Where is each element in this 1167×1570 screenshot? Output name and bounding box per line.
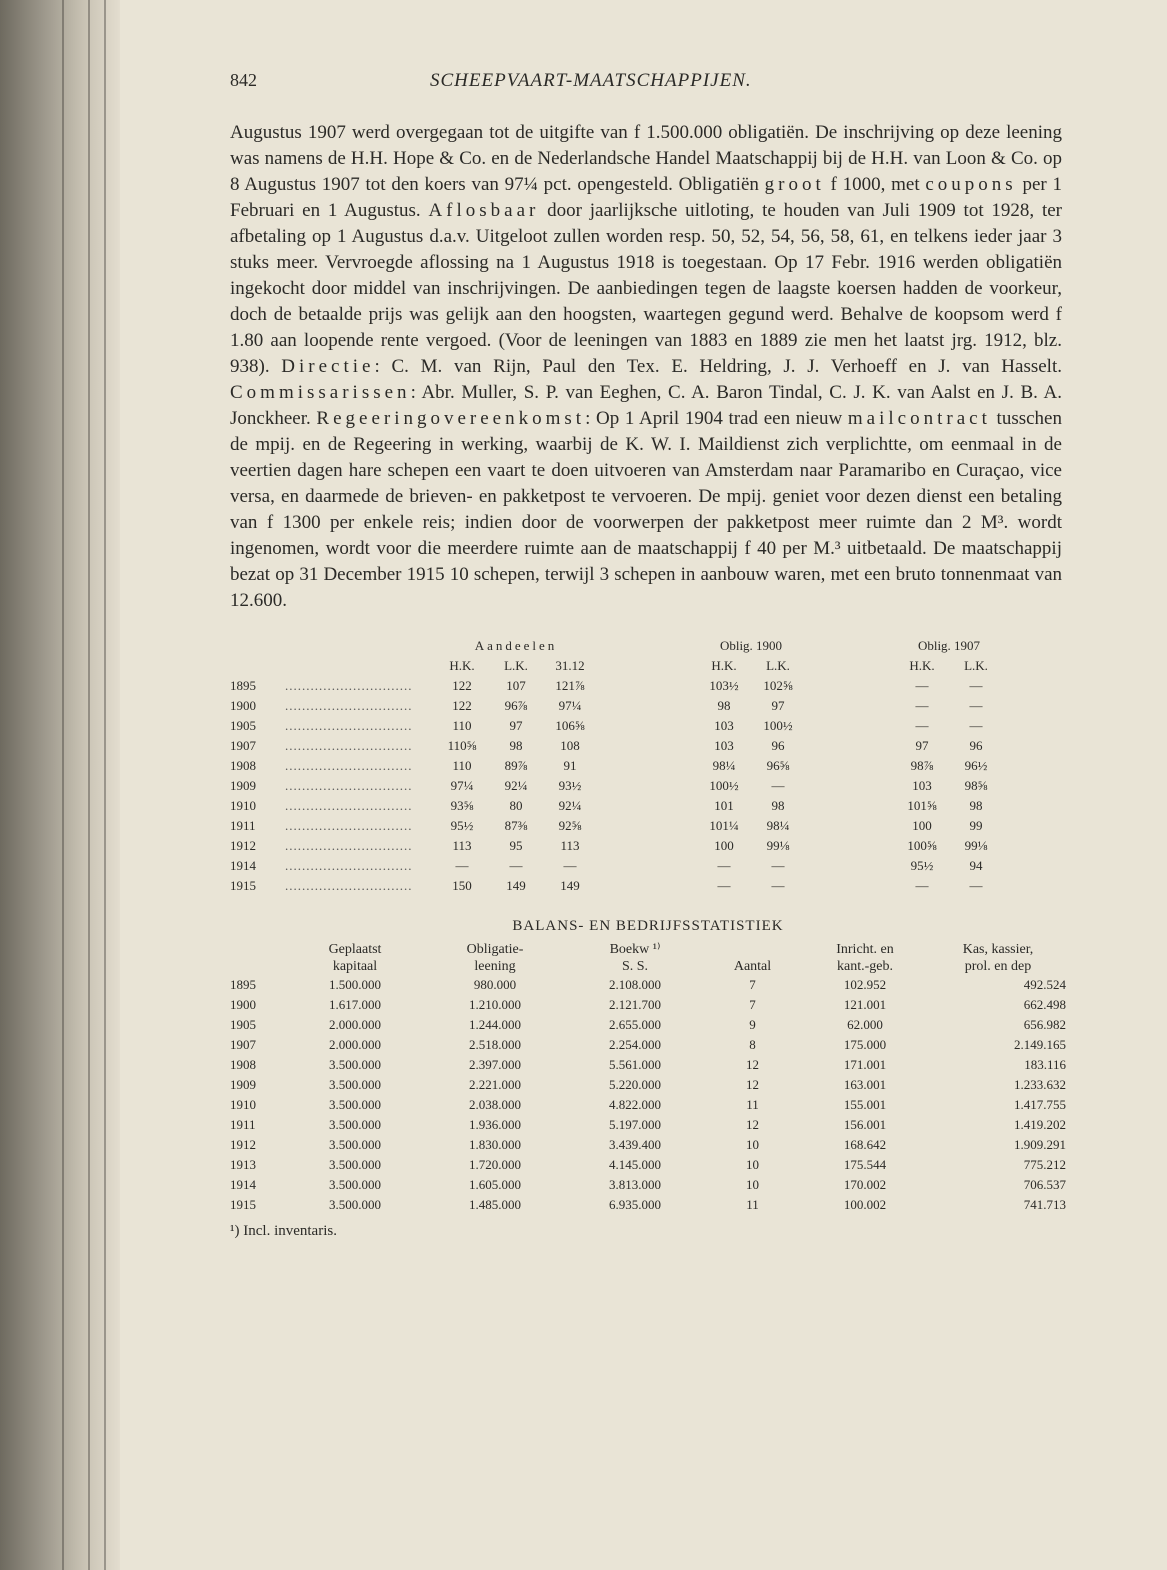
table-cell: 3.500.000: [329, 1057, 381, 1072]
table-cell: 741.713: [1023, 1197, 1066, 1212]
table-cell: 1905: [230, 718, 256, 733]
balance-table-title: BALANS- EN BEDRIJFSSTATISTIEK: [512, 918, 784, 934]
table-row: [230, 876, 1066, 896]
running-head: [230, 70, 1066, 110]
sub-3112: 31.12: [555, 658, 585, 673]
table-cell: 99⅛: [766, 838, 790, 853]
group-aandeelen: Aandeelen: [474, 638, 558, 653]
table-cell: 97¼: [558, 698, 582, 713]
table-cell: 100: [912, 818, 932, 833]
table-cell: 103: [912, 778, 932, 793]
table-cell: 97: [771, 698, 785, 713]
table-row: [230, 1135, 1066, 1155]
spaced-term: Regeeringovereenkomst: [316, 408, 586, 429]
table-cell: —: [969, 698, 983, 713]
sub-hk: H.K.: [711, 658, 737, 673]
table-cell: 9: [749, 1017, 756, 1032]
table-cell: —: [969, 718, 983, 733]
table-cell: 98¼: [766, 818, 790, 833]
table-row: [230, 975, 1066, 995]
table-cell: —: [771, 778, 785, 793]
spaced-term: coupons: [925, 174, 1017, 195]
table-cell: 10: [746, 1137, 759, 1152]
table-row: [230, 1175, 1066, 1195]
table-cell: 1911: [230, 818, 256, 833]
table-cell: 3.500.000: [329, 1117, 381, 1132]
table-cell: 1900: [230, 997, 256, 1012]
table-row: [230, 1055, 1066, 1075]
table-cell: 492.524: [1023, 977, 1066, 992]
table-cell: 1908: [230, 1057, 256, 1072]
table-cell: 122: [452, 678, 472, 693]
table-cell: 103: [714, 718, 734, 733]
table-cell: 110: [452, 758, 472, 773]
table-cell: 96⅝: [766, 758, 790, 773]
table-cell: 121⅞: [555, 678, 585, 693]
table-cell: 102.952: [843, 977, 887, 992]
table-row: [230, 1015, 1066, 1035]
table-cell: —: [509, 858, 523, 873]
page-title: SCHEEPVAART-MAATSCHAPPIJEN.: [430, 70, 752, 91]
table-row: [230, 796, 1066, 816]
table-cell: 12: [746, 1057, 759, 1072]
table-cell: 101⅝: [907, 798, 937, 813]
table-cell: 1.417.755: [1014, 1097, 1066, 1112]
table-cell: 1.936.000: [469, 1117, 521, 1132]
table-cell: 95: [509, 838, 523, 853]
table-cell: 10: [746, 1177, 759, 1192]
table-cell: ..............................: [285, 738, 413, 753]
table-cell: 100: [714, 838, 734, 853]
table-cell: 12: [746, 1077, 759, 1092]
table-cell: 121.001: [843, 997, 887, 1012]
table-cell: 98: [509, 738, 523, 753]
table-cell: 3.813.000: [609, 1177, 661, 1192]
table-row: [230, 676, 1066, 696]
table-cell: 171.001: [843, 1057, 887, 1072]
table-cell: 662.498: [1023, 997, 1066, 1012]
table-cell: 99⅛: [964, 838, 988, 853]
table-cell: 96½: [964, 758, 988, 773]
table-row: [230, 856, 1066, 876]
table-cell: 1912: [230, 1137, 256, 1152]
table-cell: 101: [714, 798, 734, 813]
table-row: [230, 836, 1066, 856]
table-cell: 6.935.000: [609, 1197, 661, 1212]
table-cell: —: [915, 878, 929, 893]
table-cell: 98¼: [712, 758, 736, 773]
table-cell: 96: [771, 738, 785, 753]
table-cell: 170.002: [843, 1177, 887, 1192]
header-aantal: Aantal: [733, 959, 772, 974]
table-cell: 1910: [230, 1097, 256, 1112]
header-obligatie: Obligatie- leening: [466, 942, 524, 974]
table-cell: 98: [969, 798, 983, 813]
table-cell: 95½: [450, 818, 474, 833]
table-cell: 98: [717, 698, 731, 713]
table-cell: ..............................: [285, 858, 413, 873]
book-spine: [0, 0, 120, 1570]
table-cell: 106⅝: [555, 718, 585, 733]
table-cell: ..............................: [285, 718, 413, 733]
table-cell: —: [563, 858, 577, 873]
table-cell: 1914: [230, 858, 256, 873]
table-cell: 122: [452, 698, 472, 713]
table-cell: 3.500.000: [329, 1177, 381, 1192]
header-boekwaarde: Boekw ¹⁾ S. S.: [609, 942, 661, 974]
table-cell: —: [717, 858, 731, 873]
footnote: ¹) Incl. inventaris.: [230, 1223, 337, 1239]
table-cell: ..............................: [285, 798, 413, 813]
table-cell: 94: [969, 858, 983, 873]
table-cell: 156.001: [843, 1117, 887, 1132]
table-cell: 1915: [230, 878, 256, 893]
table-cell: ..............................: [285, 758, 413, 773]
table-cell: 100½: [763, 718, 793, 733]
text-run: : Op 1 April 1904 trad een nieuw: [585, 408, 848, 429]
table-cell: 1.830.000: [469, 1137, 521, 1152]
table-cell: 100.002: [843, 1197, 887, 1212]
table-cell: 103½: [709, 678, 739, 693]
table-cell: 98⅞: [910, 758, 934, 773]
table-cell: 3.500.000: [329, 1097, 381, 1112]
table-cell: 1.909.291: [1014, 1137, 1066, 1152]
table-cell: 3.500.000: [329, 1197, 381, 1212]
table-cell: 1.485.000: [469, 1197, 521, 1212]
table-cell: 93⅝: [450, 798, 474, 813]
table-cell: 1907: [230, 738, 256, 753]
table-cell: 96: [969, 738, 983, 753]
table-cell: 108: [560, 738, 580, 753]
sub-lk: L.K.: [964, 658, 988, 673]
table-cell: 62.000: [847, 1017, 883, 1032]
table-cell: 1.720.000: [469, 1157, 521, 1172]
text-run: tusschen de mpij. en de Regeering in werking, waarbij de K. W. I. Maildienst zich verplichtte, om eenmaal in de veertien dagen hare schepen een vaart te doen uitvoeren van Amsterdam naar Paramaribo en Curaçao, vice versa, en daarmede de brieven- en pakketpost te vervoeren. De mpij. geniet voor dezen dienst een betaling van f 1300 per enkele reis; indien door de voorwerpen der pakketpost meer ruimte dan 2 M³. wordt ingenomen, wordt voor die meerdere ruimte aan de maatschappij f 40 per M.³ uitbetaald. De maatschappij bezat op 31 December 1915 10 schepen, terwijl 3 schepen in aanbouw waren, met een bruto tonnenmaat van 12.600.: [230, 408, 1062, 611]
table-cell: 163.001: [843, 1077, 887, 1092]
table-cell: 113: [560, 838, 580, 853]
balance-table-header: [230, 941, 1066, 975]
table-row: [230, 1195, 1066, 1215]
table-cell: 92¼: [504, 778, 528, 793]
table-cell: 7: [749, 997, 756, 1012]
table-cell: ..............................: [285, 678, 413, 693]
table-cell: 2.254.000: [609, 1037, 661, 1052]
header-kapitaal: Geplaatst kapitaal: [328, 942, 382, 974]
sub-hk: H.K.: [909, 658, 935, 673]
table-cell: 5.197.000: [609, 1117, 661, 1132]
spaced-term: groot: [764, 174, 825, 195]
table-cell: 1912: [230, 838, 256, 853]
table-cell: 1914: [230, 1177, 256, 1192]
table-cell: 168.642: [843, 1137, 887, 1152]
table-cell: ..............................: [285, 818, 413, 833]
table-cell: 149: [560, 878, 580, 893]
price-table: [230, 636, 1066, 896]
table-cell: 2.000.000: [329, 1017, 381, 1032]
sub-lk: L.K.: [504, 658, 528, 673]
table-cell: 12: [746, 1117, 759, 1132]
table-cell: 2.655.000: [609, 1017, 661, 1032]
table-cell: 93½: [558, 778, 582, 793]
header-inrichting: Inricht. en kant.-geb.: [836, 942, 894, 974]
table-cell: 1905: [230, 1017, 256, 1032]
spaced-term: Commissarissen: [230, 382, 411, 403]
table-cell: —: [771, 858, 785, 873]
table-cell: 150: [452, 878, 472, 893]
table-cell: 96⅞: [504, 698, 528, 713]
table-cell: 97: [509, 718, 523, 733]
table-cell: 8: [749, 1037, 756, 1052]
table-cell: 183.116: [1024, 1057, 1066, 1072]
table-row: [230, 716, 1066, 736]
page-number: 842: [230, 70, 257, 90]
body-paragraph: [230, 120, 1062, 614]
table-cell: 5.220.000: [609, 1077, 661, 1092]
table-row: [230, 995, 1066, 1015]
table-cell: 1910: [230, 798, 256, 813]
table-row: [230, 1155, 1066, 1175]
table-row: [230, 736, 1066, 756]
table-cell: 101¼: [709, 818, 739, 833]
price-table-group-header: [230, 636, 1066, 656]
table-cell: 1911: [230, 1117, 256, 1132]
table-cell: 102⅝: [763, 678, 793, 693]
table-cell: 97: [915, 738, 929, 753]
table-cell: 1909: [230, 778, 256, 793]
table-cell: 11: [746, 1097, 759, 1112]
balance-table: [230, 918, 1066, 1240]
table-cell: 1915: [230, 1197, 256, 1212]
text-run: : Abr. Muller, S. P. van Eeghen, C. A. Baron Tindal, C. J. K. van Aalst en J. B. A. Jonckheer.: [230, 382, 1062, 429]
table-cell: 11: [746, 1197, 759, 1212]
table-cell: 2.038.000: [469, 1097, 521, 1112]
table-cell: ..............................: [285, 778, 413, 793]
table-cell: 98: [771, 798, 785, 813]
table-cell: 99: [969, 818, 983, 833]
table-cell: 1895: [230, 678, 256, 693]
table-cell: 1.617.000: [329, 997, 381, 1012]
table-cell: 3.500.000: [329, 1157, 381, 1172]
table-cell: ..............................: [285, 698, 413, 713]
table-cell: 1.500.000: [329, 977, 381, 992]
table-cell: 110: [452, 718, 472, 733]
table-cell: 980.000: [473, 977, 517, 992]
table-cell: 100½: [709, 778, 739, 793]
table-cell: 92¼: [558, 798, 582, 813]
table-cell: —: [771, 878, 785, 893]
table-row: [230, 776, 1066, 796]
group-oblig-1907: Oblig. 1907: [917, 638, 981, 653]
table-cell: —: [455, 858, 469, 873]
spaced-term: Aflosbaar: [428, 200, 540, 221]
table-cell: 103: [714, 738, 734, 753]
table-row: [230, 696, 1066, 716]
sub-hk: H.K.: [449, 658, 475, 673]
table-cell: 2.000.000: [329, 1037, 381, 1052]
table-cell: 4.822.000: [609, 1097, 661, 1112]
text-run: Augustus 1907 werd overgegaan tot de uitgifte van f 1.500.000 obligatiën. De inschrijving op deze leening was namens de H.H. Hope & Co. en de Nederlandsche Handel Maatschappij bij de H.H. van Loon & Co. op 8 Augustus 1907 tot den koers van 97¼ pct. opengesteld. Obligatiën: [230, 122, 1062, 195]
table-cell: ..............................: [285, 878, 413, 893]
table-cell: 1907: [230, 1037, 256, 1052]
table-cell: 1900: [230, 698, 256, 713]
price-table-body: [230, 676, 1066, 896]
table-cell: 3.500.000: [329, 1137, 381, 1152]
balance-table-body: [230, 975, 1066, 1215]
table-cell: 1895: [230, 977, 256, 992]
book-page: [230, 70, 1066, 1240]
table-cell: 98⅝: [964, 778, 988, 793]
table-cell: —: [915, 678, 929, 693]
table-cell: 1908: [230, 758, 256, 773]
table-cell: 2.121.700: [609, 997, 661, 1012]
table-row: [230, 756, 1066, 776]
table-cell: —: [915, 698, 929, 713]
table-cell: 2.397.000: [469, 1057, 521, 1072]
table-cell: 3.500.000: [329, 1077, 381, 1092]
table-cell: 1.244.000: [469, 1017, 521, 1032]
table-row: [230, 816, 1066, 836]
table-cell: 2.518.000: [469, 1037, 521, 1052]
table-cell: —: [717, 878, 731, 893]
table-cell: 1.233.632: [1014, 1077, 1066, 1092]
table-cell: 110⅝: [447, 738, 477, 753]
table-cell: 113: [452, 838, 472, 853]
table-cell: 1.605.000: [469, 1177, 521, 1192]
spaced-term: mailcontract: [847, 408, 991, 429]
text-run: per 1 Februari en 1 Augustus.: [230, 174, 1062, 221]
table-cell: ..............................: [285, 838, 413, 853]
text-run: door jaarlijksche uitloting, te houden van Juli 1909 tot 1928, ter afbetaling op 1 Augustus d.a.v. Uitgeloot zullen worden resp. 50, 52, 54, 56, 58, 61, en telkens ieder jaar 3 stuks meer. Vervroegde aflossing na 1 Augustus 1918 is toegestaan. Op 17 Febr. 1916 werden obligatiën ingekocht door middel van inschrijvingen. De aanbiedingen tegen de laagste koersen hadden de voorkeur, doch de betaalde prijs was gelijk aan den hoogsten, waartegen gegund werd. Behalve de koopsom werd f 1.80 aan loopende rente vergoed. (Voor de leeningen van 1883 en 1889 zie men het laatst jrg. 1912, blz. 938).: [230, 200, 1062, 377]
table-cell: 100⅝: [907, 838, 937, 853]
table-cell: 87⅜: [504, 818, 528, 833]
table-cell: 155.001: [843, 1097, 887, 1112]
table-cell: 175.544: [843, 1157, 887, 1172]
table-cell: 656.982: [1023, 1017, 1066, 1032]
table-cell: 4.145.000: [609, 1157, 661, 1172]
table-row: [230, 1115, 1066, 1135]
spaced-term: Directie: [281, 356, 375, 377]
table-cell: 5.561.000: [609, 1057, 661, 1072]
sub-lk: L.K.: [766, 658, 790, 673]
table-cell: 10: [746, 1157, 759, 1172]
table-cell: 1913: [230, 1157, 256, 1172]
table-cell: 7: [749, 977, 756, 992]
table-row: [230, 1035, 1066, 1055]
table-cell: 89⅞: [504, 758, 528, 773]
table-cell: 1.419.202: [1014, 1117, 1066, 1132]
table-cell: —: [969, 878, 983, 893]
table-row: [230, 1075, 1066, 1095]
table-row: [230, 1095, 1066, 1115]
price-table-sub-header: [230, 656, 1066, 676]
table-cell: 706.537: [1023, 1177, 1066, 1192]
table-cell: 1909: [230, 1077, 256, 1092]
table-cell: 2.221.000: [469, 1077, 521, 1092]
table-cell: 91: [563, 758, 577, 773]
table-cell: 2.149.165: [1014, 1037, 1066, 1052]
group-oblig-1900: Oblig. 1900: [719, 638, 783, 653]
table-cell: 175.000: [843, 1037, 887, 1052]
header-kas: Kas, kassier, prol. en dep: [962, 942, 1034, 974]
table-cell: 2.108.000: [609, 977, 661, 992]
table-cell: 92⅝: [558, 818, 582, 833]
table-cell: —: [969, 678, 983, 693]
table-cell: —: [915, 718, 929, 733]
table-cell: 97¼: [450, 778, 474, 793]
table-cell: 80: [509, 798, 523, 813]
table-cell: 95½: [910, 858, 934, 873]
table-cell: 775.212: [1023, 1157, 1066, 1172]
text-run: : C. M. van Rijn, Paul den Tex. E. Heldring, J. J. Verhoeff en J. van Hasselt.: [374, 356, 1062, 377]
text-run: f 1000, met: [824, 174, 926, 195]
table-cell: 1.210.000: [469, 997, 521, 1012]
table-cell: 149: [506, 878, 526, 893]
table-cell: 107: [506, 678, 526, 693]
table-cell: 3.439.400: [609, 1137, 661, 1152]
